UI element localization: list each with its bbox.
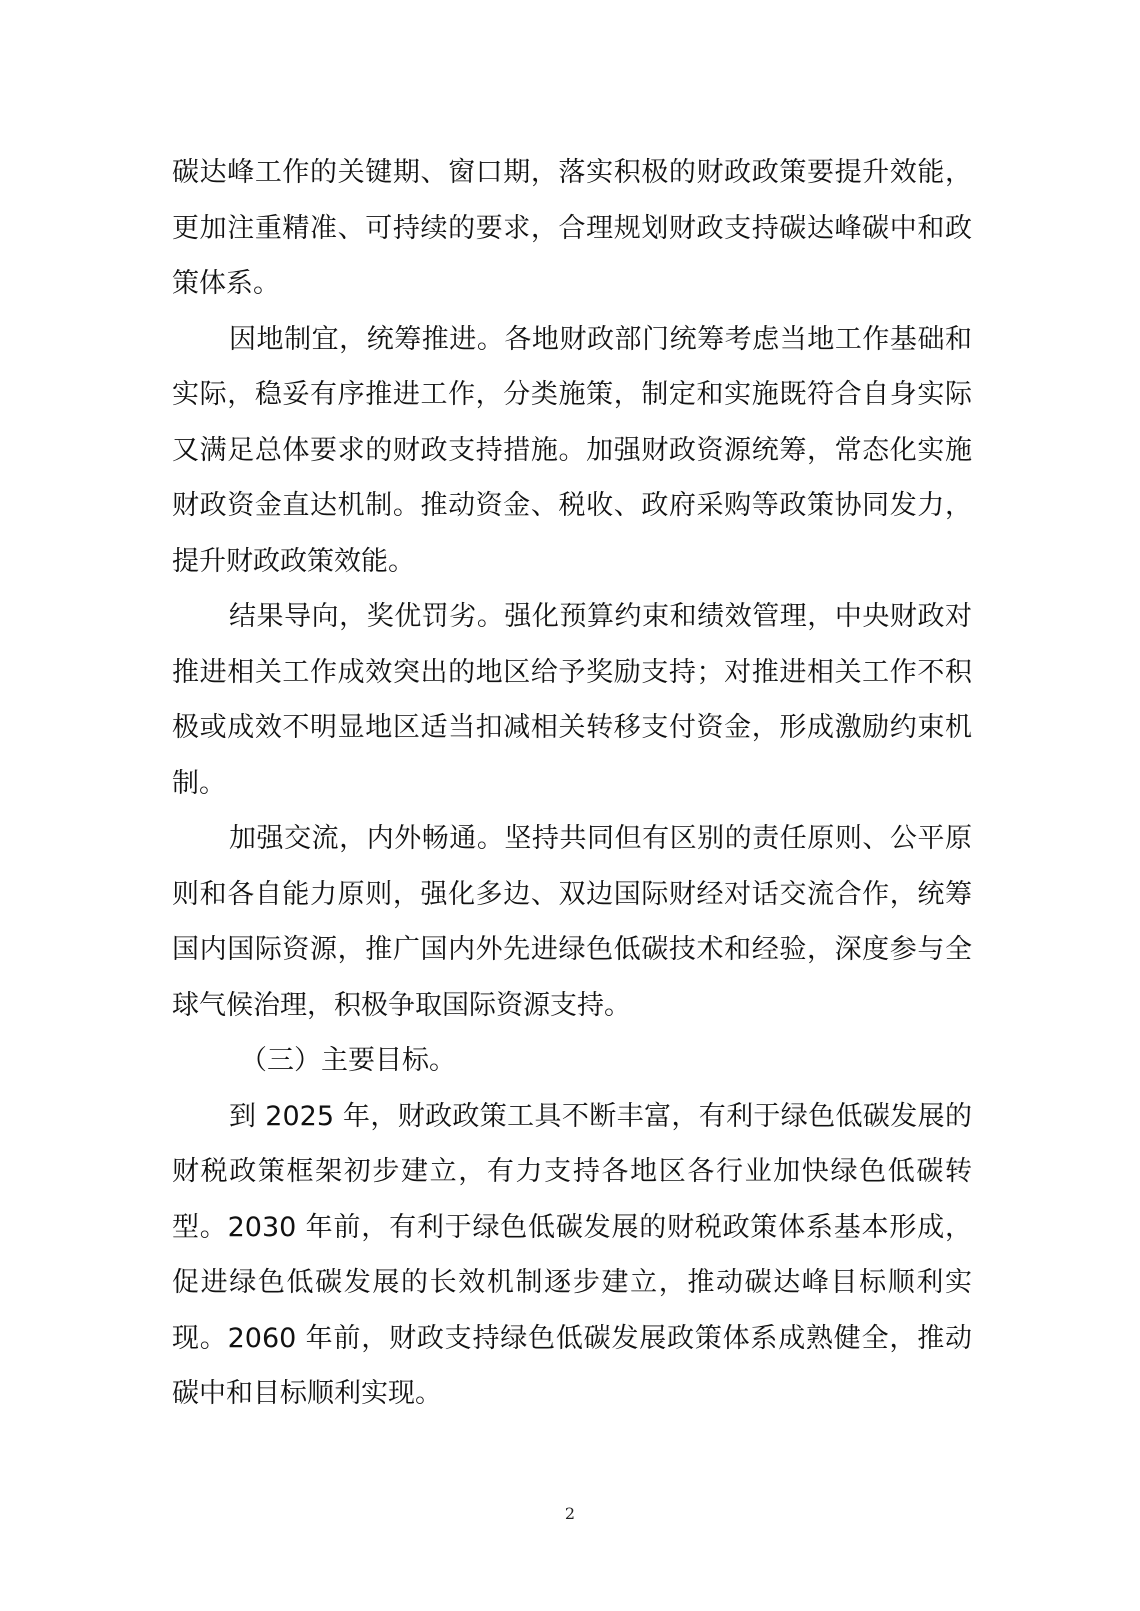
paragraph-main-goals: 到 2025 年，财政政策工具不断丰富，有利于绿色低碳发展的财税政策框架初步建立，有力支持各地区各行业加快绿色低碳转型。2030 年前，有利于绿色低碳发展的财税政策体系基本形成，促进绿色低碳发展的长效机制逐步建立，推动碳达峰目标顺利实现。2060 年前，财政支持绿色低碳发展政策体系成熟健全，推动碳中和目标顺利实现。 — [172, 1100, 972, 1409]
section-heading-main-goals: （三）主要目标。 — [240, 1045, 456, 1076]
page-number: 2 — [564, 1504, 576, 1523]
paragraph-local-conditions: 因地制宜，统筹推进。各地财政部门统筹考虑当地工作基础和实际，稳妥有序推进工作，分类施策，制定和实施既符合自身实际又满足总体要求的财政支持措施。加强财政资源统筹，常态化实施财政资金直达机制。推动资金、税收、政府采购等政策协同发力，提升财政政策效能。 — [172, 323, 972, 577]
body-text — [172, 145, 972, 1422]
paragraph-exchange: 加强交流，内外畅通。坚持共同但有区别的责任原则、公平原则和各自能力原则，强化多边、双边国际财经对话交流合作，统筹国内国际资源，推广国内外先进绿色低碳技术和经验，深度参与全球气候治理，积极争取国际资源支持。 — [172, 823, 972, 1021]
paragraph-results-oriented: 结果导向，奖优罚劣。强化预算约束和绩效管理，中央财政对推进相关工作成效突出的地区给予奖励支持；对推进相关工作不积极或成效不明显地区适当扣减相关转移支付资金，形成激励约束机制。 — [172, 601, 972, 799]
paragraph-continued: 碳达峰工作的关键期、窗口期，落实积极的财政政策要提升效能，更加注重精准、可持续的要求，合理规划财政支持碳达峰碳中和政策体系。 — [172, 157, 972, 299]
